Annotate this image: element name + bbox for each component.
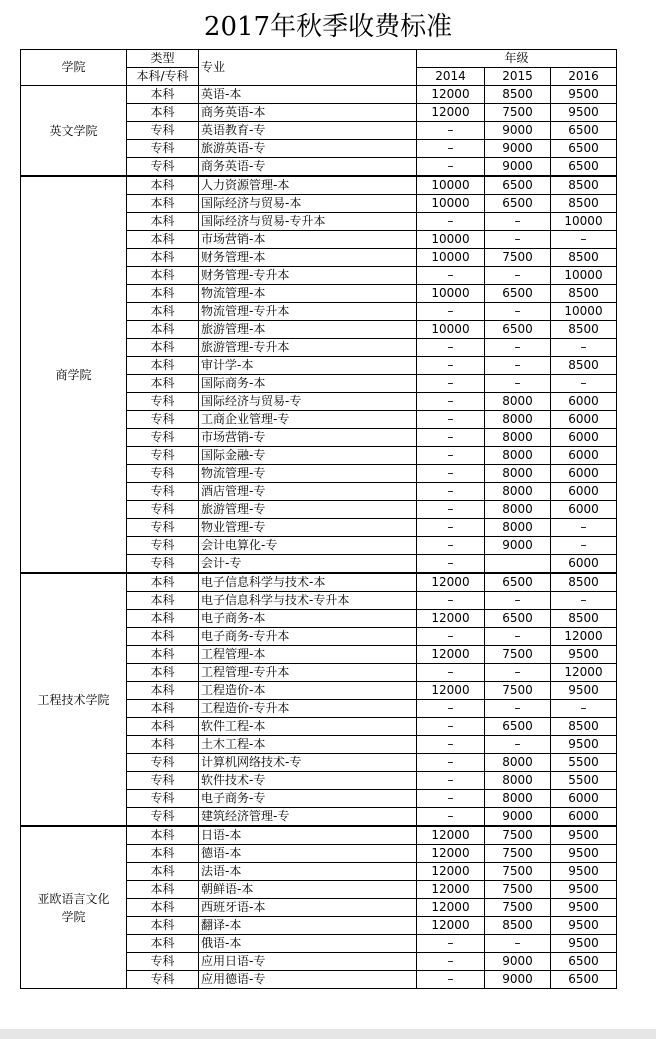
type-cell: 本科 — [127, 195, 199, 213]
page-title: 2017年秋季收费标准 — [203, 12, 453, 42]
fee-2016-cell: 6500 — [551, 140, 617, 158]
major-cell: 电子商务-专升本 — [199, 628, 417, 646]
type-cell: 本科 — [127, 321, 199, 339]
type-cell: 本科 — [127, 736, 199, 754]
fee-2016-cell: – — [551, 700, 617, 718]
type-cell: 本科 — [127, 646, 199, 664]
major-cell: 国际经济与贸易-本 — [199, 195, 417, 213]
fee-2015-cell: – — [485, 357, 551, 375]
type-cell: 本科 — [127, 86, 199, 104]
type-cell: 专科 — [127, 772, 199, 790]
fee-2015-cell: – — [485, 592, 551, 610]
major-cell: 酒店管理-专 — [199, 483, 417, 501]
major-cell: 会计电算化-专 — [199, 537, 417, 555]
major-cell: 商务英语-本 — [199, 104, 417, 122]
fee-2014-cell: – — [417, 465, 485, 483]
fee-2014-cell: – — [417, 971, 485, 989]
header-college: 学院 — [21, 50, 127, 86]
type-cell: 本科 — [127, 213, 199, 231]
fee-2014-cell: 10000 — [417, 321, 485, 339]
type-cell: 专科 — [127, 411, 199, 429]
fee-2014-cell: – — [417, 357, 485, 375]
type-cell: 专科 — [127, 158, 199, 177]
fee-2014-cell: – — [417, 375, 485, 393]
major-cell: 软件技术-专 — [199, 772, 417, 790]
major-cell: 国际金融-专 — [199, 447, 417, 465]
type-cell: 专科 — [127, 140, 199, 158]
type-cell: 专科 — [127, 447, 199, 465]
header-major: 专业 — [199, 50, 417, 86]
major-cell: 市场营销-专 — [199, 429, 417, 447]
fee-2016-cell: – — [551, 519, 617, 537]
fee-2016-cell: 9500 — [551, 845, 617, 863]
fee-2015-cell: 8000 — [485, 790, 551, 808]
college-name-cell: 工程技术学院 — [21, 573, 127, 826]
fee-table — [20, 49, 617, 989]
fee-2015-cell: 9000 — [485, 808, 551, 827]
fee-2016-cell: 10000 — [551, 267, 617, 285]
fee-2016-cell: 12000 — [551, 664, 617, 682]
fee-2015-cell: 7500 — [485, 646, 551, 664]
fee-2014-cell: – — [417, 537, 485, 555]
fee-2015-cell: – — [485, 700, 551, 718]
fee-2016-cell: 6500 — [551, 953, 617, 971]
fee-2016-cell: – — [551, 375, 617, 393]
major-cell: 国际商务-本 — [199, 375, 417, 393]
fee-2016-cell: 6000 — [551, 483, 617, 501]
type-cell: 本科 — [127, 718, 199, 736]
type-cell: 本科 — [127, 935, 199, 953]
fee-2016-cell: – — [551, 231, 617, 249]
major-cell: 商务英语-专 — [199, 158, 417, 177]
fee-2015-cell: 8000 — [485, 501, 551, 519]
fee-2016-cell: 8500 — [551, 610, 617, 628]
fee-2016-cell: 9500 — [551, 899, 617, 917]
fee-2016-cell: 8500 — [551, 357, 617, 375]
fee-2014-cell: 10000 — [417, 249, 485, 267]
fee-2015-cell: 8000 — [485, 754, 551, 772]
major-cell: 应用日语-专 — [199, 953, 417, 971]
major-cell: 市场营销-本 — [199, 231, 417, 249]
major-cell: 俄语-本 — [199, 935, 417, 953]
fee-2014-cell: – — [417, 555, 485, 574]
fee-2015-cell: 6500 — [485, 176, 551, 195]
type-cell: 本科 — [127, 682, 199, 700]
major-cell: 西班牙语-本 — [199, 899, 417, 917]
fee-2016-cell: 6000 — [551, 465, 617, 483]
major-cell: 建筑经济管理-专 — [199, 808, 417, 827]
fee-2015-cell: 9000 — [485, 158, 551, 177]
fee-2016-cell: 5500 — [551, 754, 617, 772]
fee-2014-cell: – — [417, 267, 485, 285]
header-grade: 年级 — [417, 50, 617, 68]
major-cell: 计算机网络技术-专 — [199, 754, 417, 772]
type-cell: 本科 — [127, 231, 199, 249]
type-cell: 本科 — [127, 285, 199, 303]
type-cell: 本科 — [127, 249, 199, 267]
type-cell: 专科 — [127, 754, 199, 772]
fee-2015-cell: 6500 — [485, 718, 551, 736]
major-cell: 电子商务-专 — [199, 790, 417, 808]
major-cell: 审计学-本 — [199, 357, 417, 375]
fee-2016-cell: 8500 — [551, 285, 617, 303]
fee-2014-cell: 10000 — [417, 195, 485, 213]
major-cell: 物流管理-本 — [199, 285, 417, 303]
fee-2014-cell: – — [417, 808, 485, 827]
fee-table-body — [21, 86, 617, 989]
major-cell: 工程造价-本 — [199, 682, 417, 700]
type-cell: 专科 — [127, 537, 199, 555]
fee-2016-cell: 6000 — [551, 393, 617, 411]
fee-2014-cell: – — [417, 592, 485, 610]
fee-2015-cell: – — [485, 664, 551, 682]
type-cell: 本科 — [127, 357, 199, 375]
fee-2014-cell: – — [417, 664, 485, 682]
fee-2015-cell: 9000 — [485, 537, 551, 555]
type-cell: 专科 — [127, 555, 199, 574]
major-cell: 会计-专 — [199, 555, 417, 574]
fee-2016-cell: 6000 — [551, 790, 617, 808]
header-type-sub: 本科/专科 — [127, 68, 199, 86]
fee-2015-cell — [485, 555, 551, 574]
fee-2015-cell: 8000 — [485, 429, 551, 447]
type-cell: 专科 — [127, 393, 199, 411]
type-cell: 本科 — [127, 592, 199, 610]
college-name-cell: 亚欧语言文化 学院 — [21, 826, 127, 989]
fee-2015-cell: 9000 — [485, 122, 551, 140]
fee-2016-cell: 8500 — [551, 718, 617, 736]
fee-2016-cell: 6500 — [551, 971, 617, 989]
major-cell: 人力资源管理-本 — [199, 176, 417, 195]
fee-2014-cell: – — [417, 628, 485, 646]
major-cell: 旅游英语-专 — [199, 140, 417, 158]
fee-2014-cell: 12000 — [417, 610, 485, 628]
fee-2015-cell: 8000 — [485, 483, 551, 501]
fee-2014-cell: – — [417, 790, 485, 808]
fee-2016-cell: 9500 — [551, 682, 617, 700]
fee-2016-cell: 8500 — [551, 195, 617, 213]
fee-2016-cell: – — [551, 592, 617, 610]
fee-2015-cell: 6500 — [485, 195, 551, 213]
type-cell: 本科 — [127, 375, 199, 393]
fee-2016-cell: 9500 — [551, 863, 617, 881]
type-cell: 本科 — [127, 573, 199, 592]
major-cell: 物流管理-专升本 — [199, 303, 417, 321]
fee-2016-cell: 8500 — [551, 573, 617, 592]
major-cell: 物流管理-专 — [199, 465, 417, 483]
table-row — [21, 176, 617, 195]
fee-2016-cell: 6000 — [551, 411, 617, 429]
fee-2014-cell: – — [417, 429, 485, 447]
fee-2015-cell: 8000 — [485, 411, 551, 429]
major-cell: 国际经济与贸易-专升本 — [199, 213, 417, 231]
fee-2014-cell: – — [417, 501, 485, 519]
major-cell: 旅游管理-专 — [199, 501, 417, 519]
table-row — [21, 86, 617, 104]
major-cell: 软件工程-本 — [199, 718, 417, 736]
fee-2015-cell: 9000 — [485, 953, 551, 971]
fee-2015-cell: 8500 — [485, 86, 551, 104]
college-name-cell: 英文学院 — [21, 86, 127, 177]
fee-2015-cell: 7500 — [485, 682, 551, 700]
fee-2014-cell: – — [417, 772, 485, 790]
major-cell: 应用德语-专 — [199, 971, 417, 989]
fee-2015-cell: 8000 — [485, 772, 551, 790]
fee-2016-cell: 8500 — [551, 321, 617, 339]
fee-2015-cell: 7500 — [485, 899, 551, 917]
fee-2014-cell: 10000 — [417, 231, 485, 249]
fee-2016-cell: – — [551, 339, 617, 357]
fee-2015-cell: – — [485, 213, 551, 231]
fee-2016-cell: – — [551, 537, 617, 555]
fee-2016-cell: 10000 — [551, 303, 617, 321]
fee-2015-cell: 8000 — [485, 519, 551, 537]
type-cell: 本科 — [127, 917, 199, 935]
fee-2014-cell: – — [417, 953, 485, 971]
major-cell: 工程管理-本 — [199, 646, 417, 664]
type-cell: 专科 — [127, 122, 199, 140]
type-cell: 本科 — [127, 176, 199, 195]
major-cell: 旅游管理-专升本 — [199, 339, 417, 357]
major-cell: 电子信息科学与技术-专升本 — [199, 592, 417, 610]
college-name-cell: 商学院 — [21, 176, 127, 573]
fee-2014-cell: 12000 — [417, 881, 485, 899]
major-cell: 物业管理-专 — [199, 519, 417, 537]
type-cell: 专科 — [127, 953, 199, 971]
major-cell: 工程管理-专升本 — [199, 664, 417, 682]
fee-2014-cell: 12000 — [417, 917, 485, 935]
major-cell: 德语-本 — [199, 845, 417, 863]
fee-2014-cell: – — [417, 519, 485, 537]
header-year-2016: 2016 — [551, 68, 617, 86]
fee-2014-cell: – — [417, 213, 485, 231]
fee-2015-cell: 7500 — [485, 845, 551, 863]
fee-2015-cell: 7500 — [485, 826, 551, 845]
fee-2015-cell: – — [485, 303, 551, 321]
type-cell: 本科 — [127, 826, 199, 845]
fee-2015-cell: 6500 — [485, 573, 551, 592]
fee-2016-cell: 6000 — [551, 447, 617, 465]
major-cell: 英语教育-专 — [199, 122, 417, 140]
type-cell: 本科 — [127, 664, 199, 682]
fee-2014-cell: 12000 — [417, 863, 485, 881]
fee-2014-cell: 12000 — [417, 646, 485, 664]
fee-2016-cell: 9500 — [551, 646, 617, 664]
type-cell: 本科 — [127, 339, 199, 357]
fee-2014-cell: – — [417, 303, 485, 321]
fee-2016-cell: 10000 — [551, 213, 617, 231]
fee-2014-cell: 10000 — [417, 285, 485, 303]
fee-2014-cell: 10000 — [417, 176, 485, 195]
major-cell: 国际经济与贸易-专 — [199, 393, 417, 411]
fee-2015-cell: 8000 — [485, 447, 551, 465]
fee-2014-cell: 12000 — [417, 104, 485, 122]
fee-2015-cell: 7500 — [485, 863, 551, 881]
fee-2014-cell: – — [417, 483, 485, 501]
type-cell: 本科 — [127, 881, 199, 899]
major-cell: 工商企业管理-专 — [199, 411, 417, 429]
fee-2016-cell: 9500 — [551, 881, 617, 899]
header-year-2015: 2015 — [485, 68, 551, 86]
fee-2016-cell: 9500 — [551, 104, 617, 122]
fee-2016-cell: 9500 — [551, 86, 617, 104]
fee-2016-cell: 8500 — [551, 176, 617, 195]
major-cell: 工程造价-专升本 — [199, 700, 417, 718]
fee-2014-cell: – — [417, 122, 485, 140]
fee-2014-cell: – — [417, 447, 485, 465]
fee-2015-cell: 6500 — [485, 285, 551, 303]
type-cell: 本科 — [127, 845, 199, 863]
fee-2014-cell: – — [417, 736, 485, 754]
fee-2014-cell: – — [417, 718, 485, 736]
table-row — [21, 573, 617, 592]
fee-2016-cell: 9500 — [551, 935, 617, 953]
fee-2016-cell: 6500 — [551, 158, 617, 177]
fee-2014-cell: – — [417, 140, 485, 158]
fee-2015-cell: 8000 — [485, 393, 551, 411]
fee-2016-cell: 6000 — [551, 808, 617, 827]
fee-2016-cell: 6000 — [551, 555, 617, 574]
type-cell: 专科 — [127, 501, 199, 519]
major-cell: 法语-本 — [199, 863, 417, 881]
major-cell: 朝鲜语-本 — [199, 881, 417, 899]
type-cell: 专科 — [127, 808, 199, 827]
major-cell: 旅游管理-本 — [199, 321, 417, 339]
fee-2014-cell: – — [417, 393, 485, 411]
major-cell: 电子商务-本 — [199, 610, 417, 628]
fee-2015-cell: 8500 — [485, 917, 551, 935]
type-cell: 本科 — [127, 303, 199, 321]
fee-2016-cell: 9500 — [551, 826, 617, 845]
major-cell: 财务管理-本 — [199, 249, 417, 267]
fee-2014-cell: 12000 — [417, 682, 485, 700]
major-cell: 财务管理-专升本 — [199, 267, 417, 285]
fee-2015-cell: – — [485, 628, 551, 646]
major-cell: 英语-本 — [199, 86, 417, 104]
fee-2015-cell: 8000 — [485, 465, 551, 483]
fee-2015-cell: 6500 — [485, 321, 551, 339]
major-cell: 土木工程-本 — [199, 736, 417, 754]
fee-2014-cell: 12000 — [417, 826, 485, 845]
type-cell: 本科 — [127, 700, 199, 718]
fee-2014-cell: – — [417, 935, 485, 953]
type-cell: 专科 — [127, 971, 199, 989]
major-cell: 翻译-本 — [199, 917, 417, 935]
type-cell: 本科 — [127, 863, 199, 881]
type-cell: 专科 — [127, 429, 199, 447]
fee-2014-cell: – — [417, 158, 485, 177]
fee-2014-cell: 12000 — [417, 845, 485, 863]
fee-2015-cell: 9000 — [485, 140, 551, 158]
fee-2014-cell: – — [417, 700, 485, 718]
fee-2015-cell: – — [485, 736, 551, 754]
fee-2014-cell: – — [417, 339, 485, 357]
fee-2015-cell: 6500 — [485, 610, 551, 628]
header-year-2014: 2014 — [417, 68, 485, 86]
type-cell: 专科 — [127, 465, 199, 483]
fee-2015-cell: 9000 — [485, 971, 551, 989]
fee-2016-cell: 6000 — [551, 501, 617, 519]
type-cell: 专科 — [127, 790, 199, 808]
fee-2016-cell: 12000 — [551, 628, 617, 646]
type-cell: 本科 — [127, 267, 199, 285]
bottom-scroll-strip — [0, 1029, 656, 1039]
fee-2015-cell: 7500 — [485, 881, 551, 899]
header-type: 类型 — [127, 50, 199, 68]
fee-2014-cell: – — [417, 411, 485, 429]
fee-2014-cell: 12000 — [417, 573, 485, 592]
type-cell: 本科 — [127, 610, 199, 628]
fee-2016-cell: 9500 — [551, 736, 617, 754]
fee-2015-cell: 7500 — [485, 249, 551, 267]
major-cell: 电子信息科学与技术-本 — [199, 573, 417, 592]
fee-2015-cell: – — [485, 935, 551, 953]
type-cell: 本科 — [127, 899, 199, 917]
fee-2015-cell: 7500 — [485, 104, 551, 122]
type-cell: 专科 — [127, 519, 199, 537]
major-cell: 日语-本 — [199, 826, 417, 845]
type-cell: 本科 — [127, 104, 199, 122]
fee-2016-cell: 6000 — [551, 429, 617, 447]
type-cell: 专科 — [127, 483, 199, 501]
type-cell: 本科 — [127, 628, 199, 646]
fee-2015-cell: – — [485, 267, 551, 285]
fee-2015-cell: – — [485, 375, 551, 393]
fee-2016-cell: 5500 — [551, 772, 617, 790]
fee-2014-cell: 12000 — [417, 899, 485, 917]
fee-2015-cell: – — [485, 231, 551, 249]
fee-2016-cell: 8500 — [551, 249, 617, 267]
fee-2016-cell: 9500 — [551, 917, 617, 935]
table-row — [21, 826, 617, 845]
fee-2016-cell: 6500 — [551, 122, 617, 140]
fee-2014-cell: – — [417, 754, 485, 772]
fee-2015-cell: – — [485, 339, 551, 357]
fee-2014-cell: 12000 — [417, 86, 485, 104]
